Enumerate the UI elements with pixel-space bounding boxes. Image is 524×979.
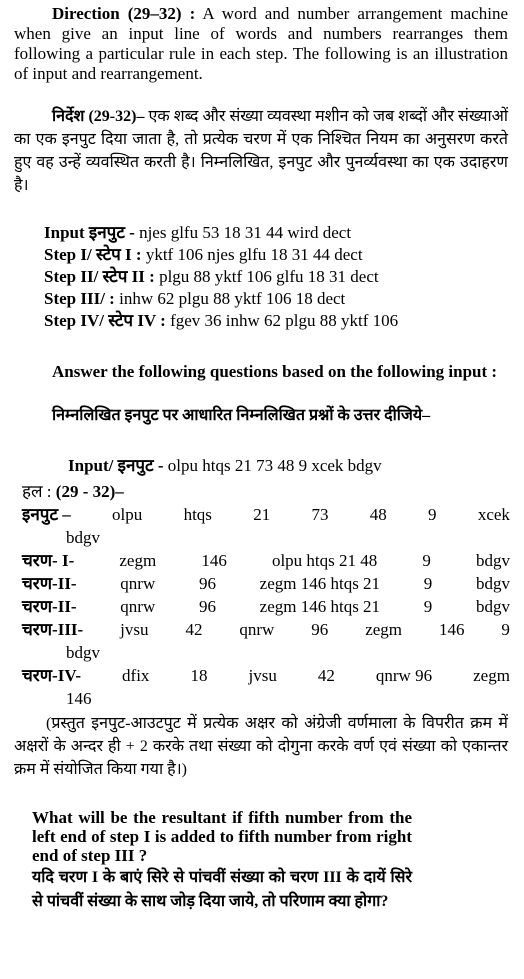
solution-step4: चरण-IV- dfix 18 jvsu 42 qnrw 96 zegm — [22, 666, 510, 685]
solution-step2b: चरण-II- qnrw 96 zegm 146 htqs 21 9 bdgv — [22, 597, 510, 616]
example-input: Input इनपुट - njes glfu 53 18 31 44 wird dect — [44, 223, 352, 242]
example-block — [44, 222, 508, 332]
answer-intro-hi: निम्नलिखित इनपुट पर आधारित निम्नलिखित प्रश्नों के उत्तर दीजिये– — [52, 407, 431, 424]
solution-step3-wrap: bdgv — [66, 643, 100, 662]
example-step4: Step IV/ स्टेप IV : fgev 36 inhw 62 plgu 88 yktf 106 — [44, 311, 399, 330]
direction-en-text: A word and number arrangement machine when give an input line of words and numbers rearranges them following a particular rule in each step. The following is an illustration of input and rearrangement. — [14, 4, 508, 83]
solution-input-wrap: bdgv — [66, 528, 100, 547]
question-hi: यदि चरण I के बाएं सिरे से पांचवीं संख्या को चरण III के दायें सिरे से पांचवीं संख्या के साथ जोड़ दिया जाये, तो परिणाम क्या होगा? — [32, 869, 412, 910]
solution-heading: हल : (29 - 32)– — [22, 482, 124, 501]
question-input-value: olpu htqs 21 73 48 9 xcek bdgv — [167, 456, 382, 475]
answer-intro-en: Answer the following questions based on the following input : — [52, 362, 498, 381]
direction-hi — [14, 105, 508, 197]
example-step2: Step II/ स्टेप II : plgu 88 yktf 106 glfu 18 31 dect — [44, 267, 379, 286]
direction-en — [14, 4, 508, 84]
direction-hi-label: निर्देश (29-32)– — [52, 108, 145, 125]
example-step1: Step I/ स्टेप I : yktf 106 njes glfu 18 31 44 dect — [44, 245, 363, 264]
question-input-label: Input/ इनपुट - — [68, 456, 164, 475]
solution-step3: चरण-III- jvsu 42 qnrw 96 zegm 146 9 — [22, 620, 510, 639]
direction-en-label: Direction (29–32) : — [52, 4, 196, 23]
question-en: What will be the resultant if fifth number from the left end of step I is added to fifth number from right end of step III ? — [32, 808, 412, 865]
solution-step1: चरण- I- zegm 146 olpu htqs 21 48 9 bdgv — [22, 551, 510, 570]
direction-hi-text: एक शब्द और संख्या व्यवस्था मशीन को जब शब्दों और संख्याओं का एक इनपुट दिया जाता है, तो प्रत्येक चरण में एक निश्चित नियम का अनुसरण करते हुए वह उन्हें व्यवस्थित करती है। निम्नलिखित, इनपुट और पुनर्व्यवस्था का एक उदाहरण है। — [14, 108, 508, 194]
solution-step2a: चरण-II- qnrw 96 zegm 146 htqs 21 9 bdgv — [22, 574, 510, 593]
solution-step4-wrap: 146 — [66, 689, 92, 708]
example-step3: Step III/ : inhw 62 plgu 88 yktf 106 18 dect — [44, 289, 346, 308]
solution-block — [22, 480, 510, 710]
question-input — [68, 455, 508, 477]
solution-note: (प्रस्तुत इनपुट-आउटपुट में प्रत्येक अक्षर को अंग्रेजी वर्णमाला के विपरीत क्रम में अक्षरों के अन्दर ही + 2 करके तथा संख्या को दोगुना करके वर्ण एवं संख्या को एकान्तर क्रम में संयोजित किया गया है।) — [14, 715, 508, 778]
solution-input-row: इनपुट – olpu htqs 21 73 48 9 xcek — [22, 505, 510, 524]
